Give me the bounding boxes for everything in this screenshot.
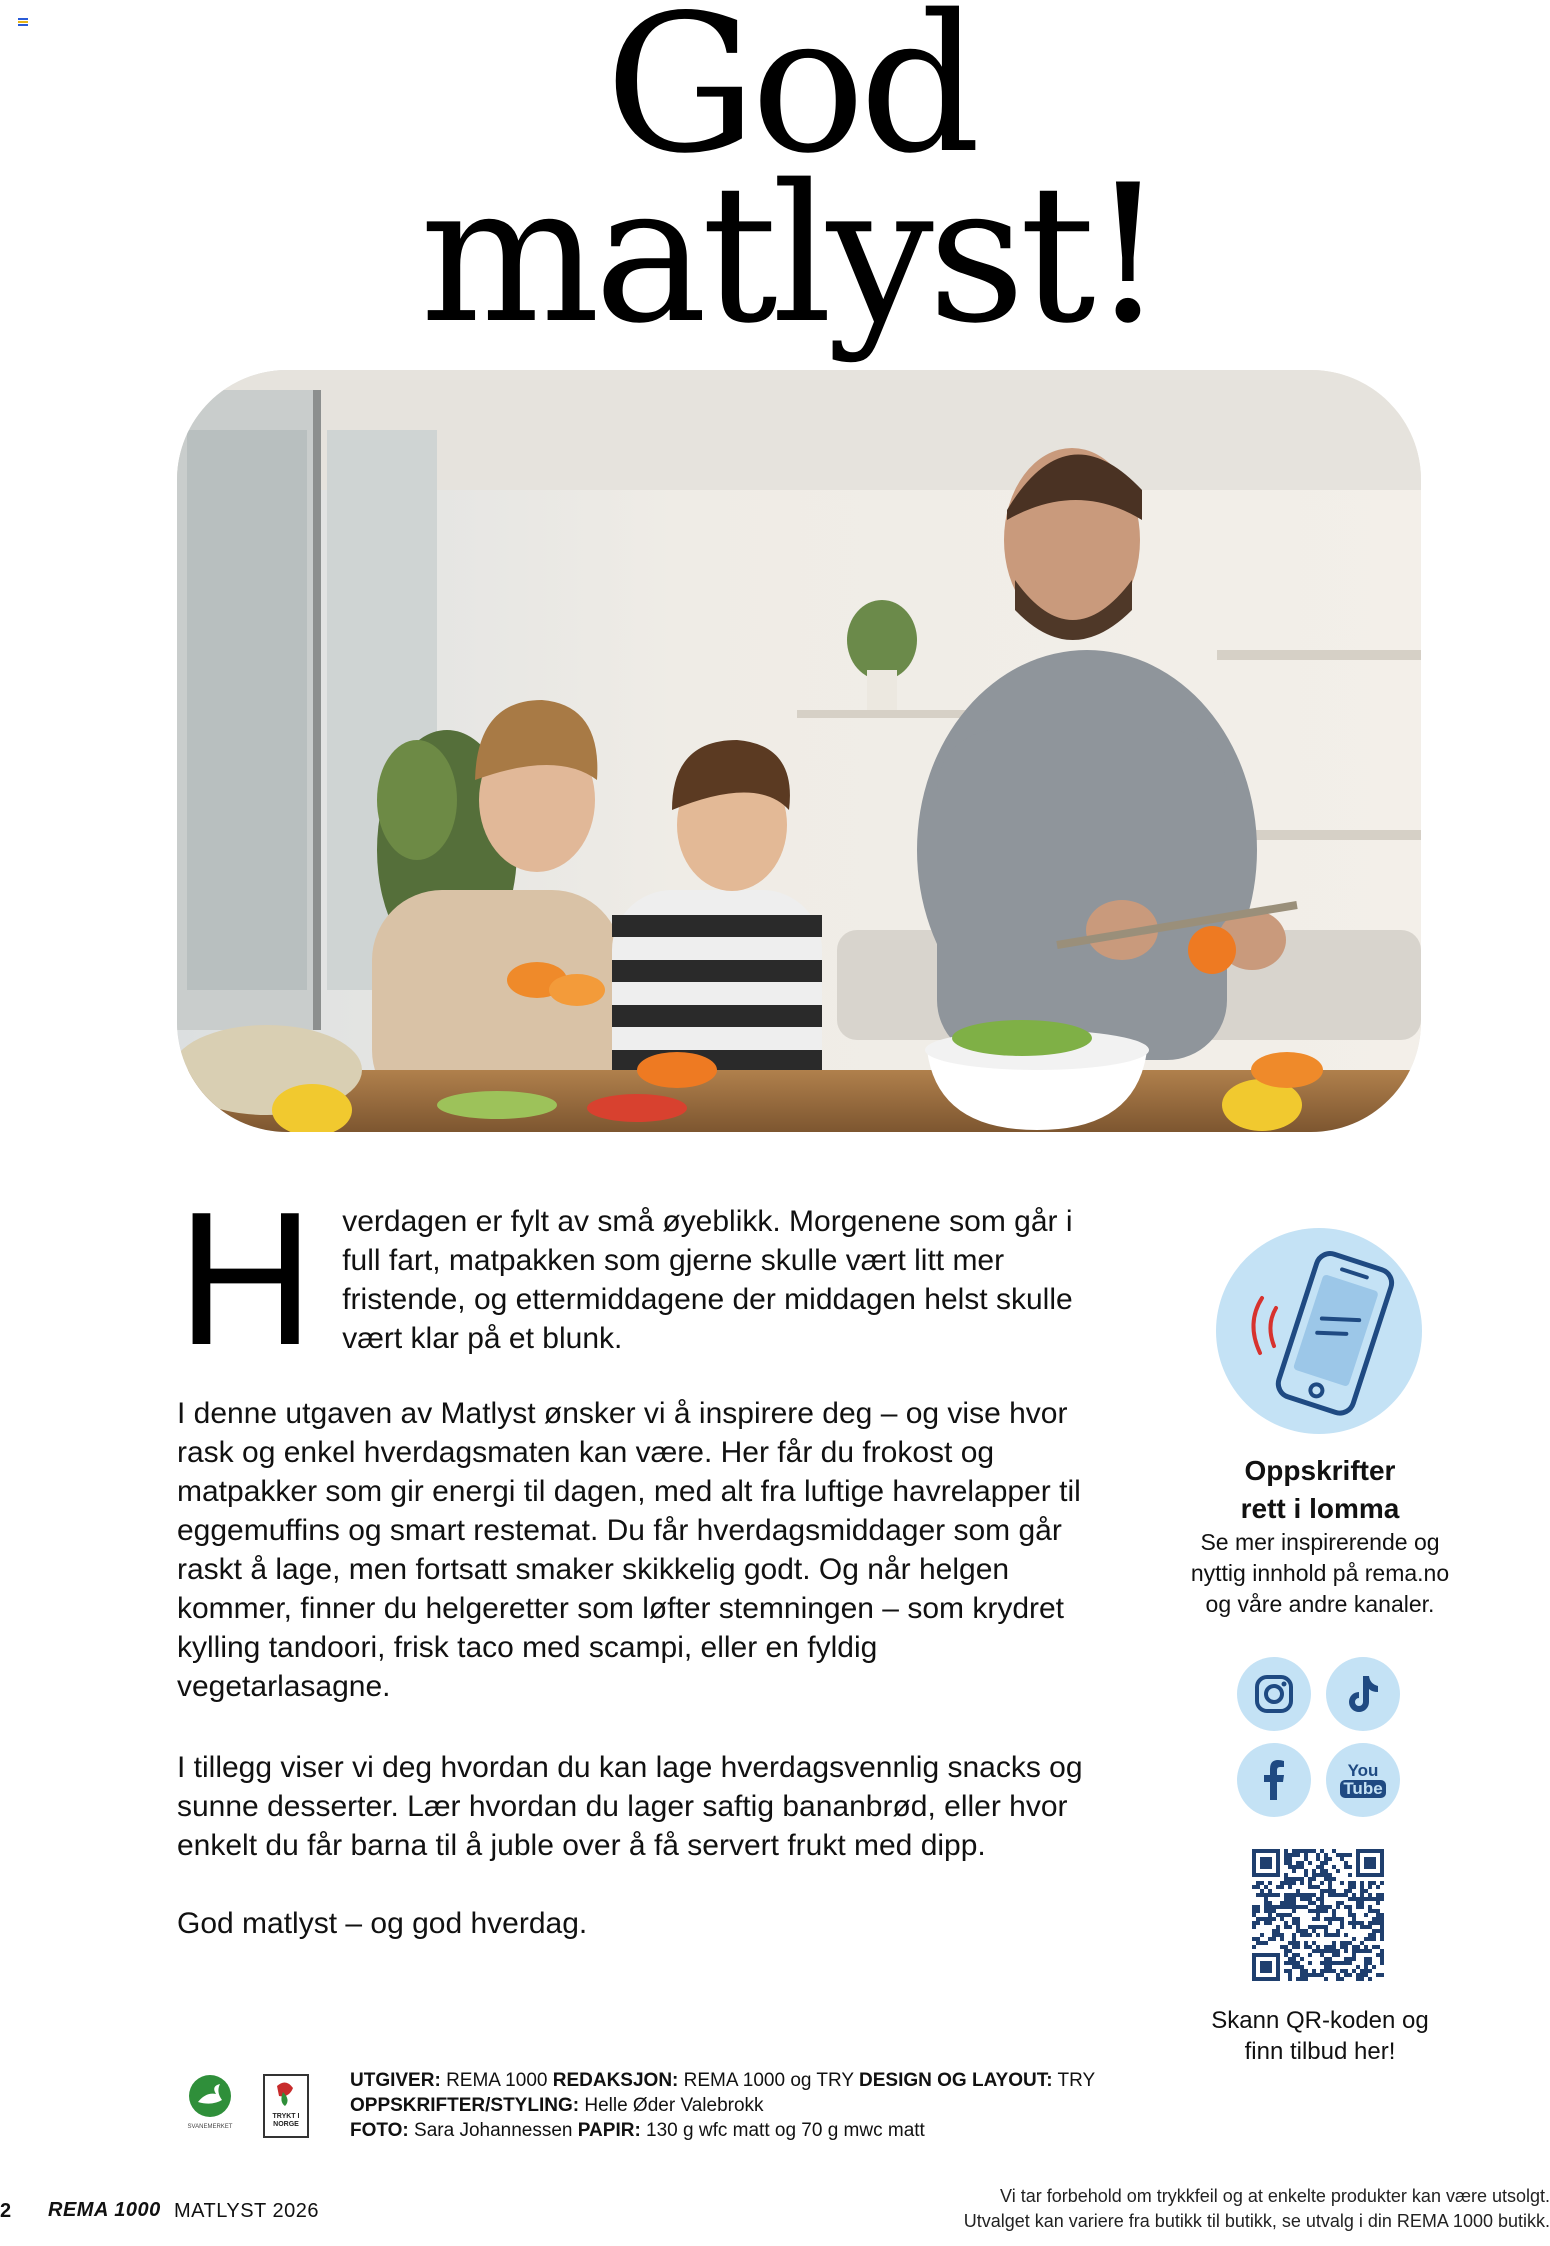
- qr-caption-line-1: Skann QR-koden og: [1211, 2007, 1429, 2034]
- design-label: DESIGN OG LAYOUT:: [859, 2070, 1053, 2091]
- swan-label: SVANEMERKET: [187, 2124, 233, 2130]
- youtube-label-you: You: [1347, 1761, 1379, 1780]
- qr-code[interactable]: [1252, 1849, 1384, 1981]
- sidebar-heading-line-1: Oppskrifter: [1244, 1455, 1396, 1486]
- body-paragraph-3: [177, 1904, 1097, 1943]
- sidebar-heading: [1140, 1452, 1500, 1528]
- oppskrifter-value: Helle Øder Valebrokk: [584, 2095, 764, 2116]
- facebook-button[interactable]: [1237, 1743, 1311, 1817]
- hero-photo: [177, 370, 1421, 1132]
- credits-line-3: [350, 2118, 1150, 2143]
- title-line-2: matlyst!: [419, 144, 1161, 365]
- body-text-3: God matlyst – og god hverdag.: [177, 1907, 588, 1940]
- qr-caption: [1140, 2005, 1500, 2067]
- youtube-button[interactable]: [1326, 1743, 1400, 1817]
- phone-illustration: [1216, 1228, 1422, 1434]
- instagram-icon: [1252, 1672, 1296, 1716]
- oppskrifter-label: OPPSKRIFTER/STYLING:: [350, 2095, 580, 2116]
- intro-text: verdagen er fylt av små øyeblikk. Morgenene som går i full fart, matpakken som gjerne skulle vært litt mer fristende, og ettermiddagene der middagen helst skulle vært klar på et blunk.: [342, 1205, 1073, 1355]
- foto-value: Sara Johannessen: [414, 2120, 573, 2141]
- disclaimer: [730, 2184, 1550, 2234]
- redaksjon-label: REDAKSJON:: [552, 2070, 679, 2091]
- credits-line-2: [350, 2093, 1150, 2118]
- foto-label: FOTO:: [350, 2120, 409, 2141]
- credits: [350, 2068, 1150, 2143]
- issue-label: MATLYST 2026: [174, 2200, 319, 2222]
- disclaimer-line-1: Vi tar forbehold om trykkfeil og at enkelte produkter kan være utsolgt.: [1000, 2186, 1550, 2206]
- sidebar-sub-line-1: Se mer inspirerende og: [1200, 1529, 1440, 1555]
- tiktok-button[interactable]: [1326, 1657, 1400, 1731]
- kitchen-family-illustration: [177, 370, 1421, 1132]
- drop-cap: H: [177, 1173, 315, 1385]
- swan-ecolabel-logo: [186, 2072, 234, 2134]
- phone-icon: [1216, 1228, 1422, 1434]
- body-text-1: I denne utgaven av Matlyst ønsker vi å inspirere deg – og vise hvor rask og enkel hverdagsmaten kan være. Her får du frokost og matpakker som gir energi til dagen, med alt fra luftige havrelapper til eggemuffins og smart restemat. Du får hverdagsmiddager som går raskt å lage, men fortsatt smaker skikkelig godt. Og når helgen kommer, finner du helgeretter som løfter stemningen – som krydret kylling tandoori, frisk taco med scampi, eller en fyldig vegetarlasagne.: [177, 1397, 1081, 1703]
- design-value: TRY: [1057, 2070, 1096, 2091]
- page-title: [0, 0, 1550, 365]
- utgiver-value: REMA 1000: [446, 2070, 548, 2091]
- brand-logo: REMA 1000: [48, 2199, 161, 2221]
- sidebar-subtext: [1140, 1527, 1500, 1620]
- sidebar-sub-line-2: nyttig innhold på rema.no: [1190, 1560, 1450, 1586]
- facebook-icon: [1259, 1758, 1289, 1802]
- sidebar-sub-line-3: og våre andre kanaler.: [1205, 1591, 1435, 1617]
- trykt-label-2: NORGE: [273, 2121, 299, 2128]
- disclaimer-line-2: Utvalget kan variere fra butikk til butikk, se utvalg i din REMA 1000 butikk.: [963, 2211, 1550, 2231]
- trykt-i-norge-logo: [263, 2074, 309, 2138]
- utgiver-label: UTGIVER:: [350, 2070, 441, 2091]
- title-line-1: God: [605, 0, 975, 195]
- youtube-icon: [1340, 1762, 1385, 1798]
- body-paragraph-1: [177, 1394, 1097, 1706]
- sidebar-heading-line-2: rett i lomma: [1240, 1493, 1400, 1524]
- body-paragraph-2: [177, 1748, 1097, 1865]
- tiktok-icon: [1343, 1672, 1383, 1716]
- credits-line-1: [350, 2068, 1150, 2093]
- youtube-label-tube: Tube: [1340, 1780, 1385, 1798]
- redaksjon-value: REMA 1000 og TRY: [683, 2070, 854, 2091]
- qr-caption-line-2: finn tilbud her!: [1244, 2038, 1396, 2065]
- page-number: 2: [0, 2200, 12, 2222]
- papir-value: 130 g wfc matt og 70 g mwc matt: [646, 2120, 925, 2141]
- trykt-label-1: TRYKT I: [272, 2113, 300, 2120]
- body-text-2: I tillegg viser vi deg hvordan du kan lage hverdagsvennlig snacks og sunne desserter. Lær hvordan du lager saftig bananbrød, eller hvor enkelt du får barna til å juble over å få servert frukt med dipp.: [177, 1751, 1083, 1862]
- intro-paragraph: [177, 1173, 1097, 1385]
- instagram-button[interactable]: [1237, 1657, 1311, 1731]
- papir-label: PAPIR:: [577, 2120, 641, 2141]
